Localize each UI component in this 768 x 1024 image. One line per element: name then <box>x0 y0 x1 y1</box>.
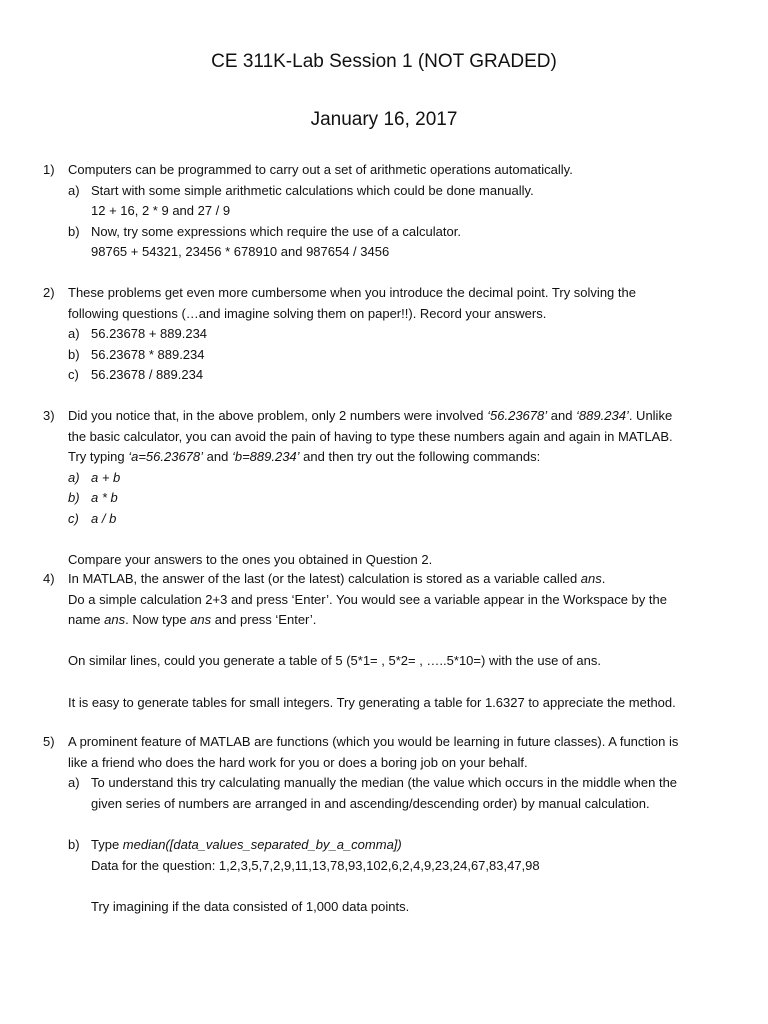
q4-line-5: It is easy to generate tables for small integers. Try generating a table for 1.6327 to appreciate the method. <box>68 694 676 710</box>
q1-part-b <box>68 222 733 243</box>
q1-b-text: Now, try some expressions which require the use of a calculator. <box>91 223 461 239</box>
doc-date: January 16, 2017 <box>310 109 458 130</box>
q2-part-a <box>68 324 733 345</box>
q5-b-type: Type <box>91 836 123 852</box>
q5-a-line-2: given series of numbers are arranged in and ascending/descending order) by manual calculation. <box>91 795 650 811</box>
doc-title: CE 311K-Lab Session 1 (NOT GRADED) <box>211 51 557 72</box>
q4-line-4: On similar lines, could you generate a table of 5 (5*1= , 5*2= , …..5*10=) with the use of ans. <box>68 653 601 669</box>
q3-line-3 <box>68 447 733 468</box>
q4-l1-end: . <box>601 571 606 586</box>
q3-l3-end: and then try out the following commands: <box>299 449 541 465</box>
q4-l3-ans-2: ans <box>190 612 212 628</box>
part-label: a) <box>68 326 80 342</box>
part-label: b) <box>68 490 80 506</box>
question-4 <box>43 569 733 713</box>
part-label: c) <box>68 367 79 383</box>
question-5 <box>43 732 733 917</box>
q3-l3-assign-b: ‘b=889.234’ <box>231 449 300 465</box>
q3-l1-number-b: ‘889.234’ <box>576 408 629 423</box>
q2-part-b <box>68 345 733 366</box>
question-number: 3) <box>43 408 55 423</box>
q4-l3-text: name <box>68 612 105 628</box>
q3-l3-and: and <box>203 449 232 465</box>
q5-line-1: A prominent feature of MATLAB are functions (which you would be learning in future classes). A function is <box>68 734 679 749</box>
part-label: b) <box>68 346 80 362</box>
question-1 <box>43 160 733 263</box>
q4-l1-text: In MATLAB, the answer of the last (or the latest) calculation is stored as a variable called <box>68 571 581 586</box>
q4-line-1 <box>68 569 733 590</box>
q4-line-3 <box>68 610 733 631</box>
q5-part-a <box>68 773 733 794</box>
q3-part-c <box>68 509 733 530</box>
q5-line-2: like a friend who does the hard work for you or does a boring job on your behalf. <box>68 754 528 770</box>
question-number: 1) <box>43 162 55 177</box>
q3-line-2: the basic calculator, you can avoid the pain of having to type these numbers again and again in MATLAB. <box>68 428 673 444</box>
question-number: 5) <box>43 734 55 749</box>
q5-b-data: Data for the question: 1,2,3,5,7,2,9,11,13,78,93,102,6,2,4,9,23,24,67,83,47,98 <box>91 857 540 873</box>
q3-c-text: a / b <box>91 510 117 526</box>
q3-b-text: a * b <box>91 490 118 506</box>
q2-a-text: 56.23678 + 889.234 <box>91 326 208 342</box>
question-2 <box>43 283 733 386</box>
q3-compare: Compare your answers to the ones you obtained in Question 2. <box>68 552 433 568</box>
q4-l3-end: and press ‘Enter’. <box>211 612 317 628</box>
q3-part-a <box>68 468 733 489</box>
q2-b-text: 56.23678 * 889.234 <box>91 346 205 362</box>
q3-l3-assign-a: ‘a=56.23678’ <box>128 449 204 465</box>
q4-l3-mid: . Now type <box>125 612 191 628</box>
question-number: 4) <box>43 571 55 586</box>
question-number: 2) <box>43 285 55 300</box>
q1-b-expression: 98765 + 54321, 23456 * 678910 and 987654 / 3456 <box>91 244 390 260</box>
q3-part-b <box>68 488 733 509</box>
q1-intro: Computers can be programmed to carry out a set of arithmetic operations automatically. <box>68 162 573 177</box>
q4-l1-ans: ans <box>580 571 602 586</box>
q3-l3-text: Try typing <box>68 449 129 465</box>
part-label: a) <box>68 775 80 791</box>
part-label: a) <box>68 469 80 485</box>
q5-a-line-1: To understand this try calculating manually the median (the value which occurs in the middle when the <box>91 775 678 791</box>
part-label: c) <box>68 510 79 526</box>
part-label: b) <box>68 223 80 239</box>
q5-part-b <box>68 835 733 856</box>
q4-line-2: Do a simple calculation 2+3 and press ‘Enter’. You would see a variable appear in the Workspace by the <box>68 591 667 607</box>
q2-part-c <box>68 365 733 386</box>
q4-l3-ans: ans <box>104 612 126 628</box>
q3-a-text: a + b <box>91 469 121 485</box>
q3-l1-number-a: ‘56.23678’ <box>487 408 548 423</box>
q5-b-command: median([data_values_separated_by_a_comma]) <box>122 836 402 852</box>
q3-l1-text: Did you notice that, in the above problem, only 2 numbers were involved <box>68 408 488 423</box>
part-label: b) <box>68 836 80 852</box>
q3-l1-and: and <box>547 408 577 423</box>
q3-line-1 <box>68 406 733 427</box>
q1-part-a <box>68 181 733 202</box>
q3-l1-end: . Unlike <box>628 408 673 423</box>
q5-b-imagine: Try imagining if the data consisted of 1,000 data points. <box>91 898 410 914</box>
q2-c-text: 56.23678 / 889.234 <box>91 367 204 383</box>
q2-line-2: following questions (…and imagine solving them on paper!!). Record your answers. <box>68 305 547 321</box>
q1-a-text: Start with some simple arithmetic calculations which could be done manually. <box>91 182 534 198</box>
question-3 <box>43 406 733 571</box>
part-label: a) <box>68 182 80 198</box>
q1-a-expression: 12 + 16, 2 * 9 and 27 / 9 <box>91 203 231 219</box>
q2-line-1: These problems get even more cumbersome when you introduce the decimal point. Try solving the <box>68 285 636 300</box>
